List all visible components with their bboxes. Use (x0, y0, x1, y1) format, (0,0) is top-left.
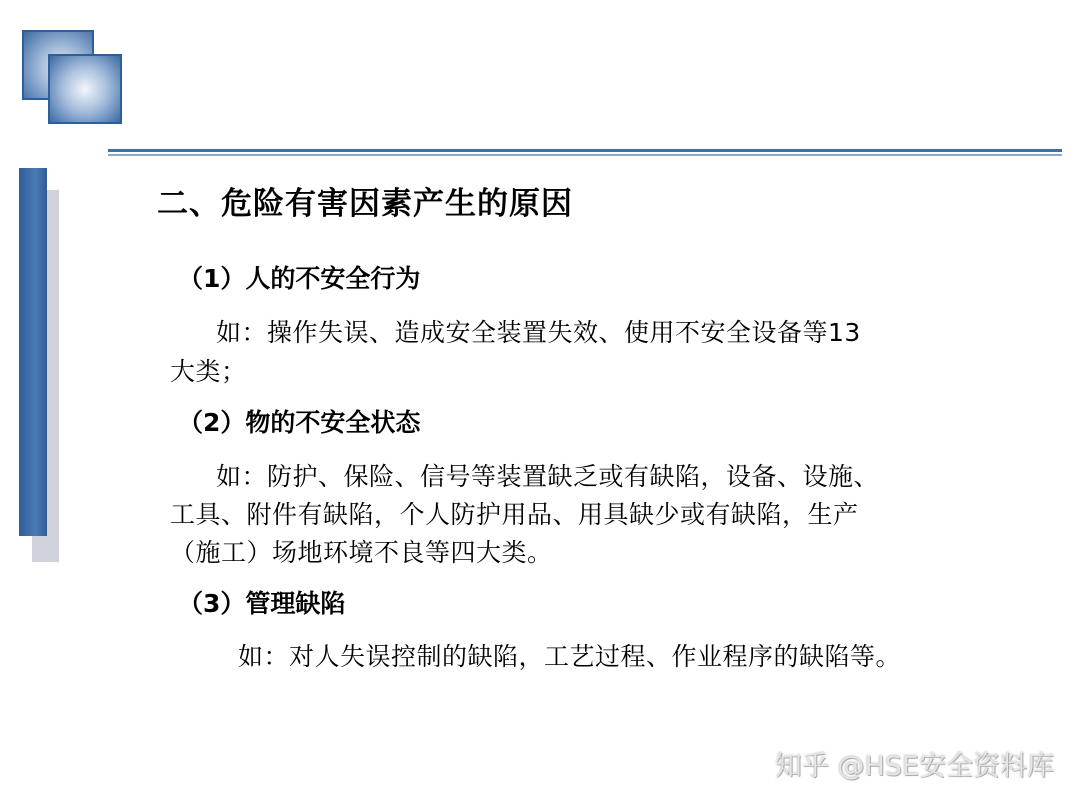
section-1-line-2: 大类； (170, 357, 247, 386)
header-rule (108, 149, 1062, 152)
slide-title: 二、危险有害因素产生的原因 (157, 186, 573, 222)
decor-square-front (48, 54, 122, 124)
section-heading-2: （2）物的不安全状态 (178, 408, 421, 437)
watermark: 知乎 @HSE安全资料库 (774, 751, 1054, 782)
section-heading-3: （3）管理缺陷 (178, 589, 346, 618)
section-2-line-1: 如：防护、保险、信号等装置缺乏或有缺陷，设备、设施、 (216, 462, 880, 491)
section-2-line-2: 工具、附件有缺陷，个人防护用品、用具缺少或有缺陷，生产 (170, 500, 859, 529)
header-rule-thin (108, 154, 1062, 156)
section-2-line-3: （施工）场地环境不良等四大类。 (170, 538, 553, 567)
section-heading-1: （1）人的不安全行为 (178, 264, 421, 293)
section-1-line-1: 如：操作失误、造成安全装置失效、使用不安全设备等13 (216, 318, 861, 347)
side-bar-blue (19, 168, 47, 536)
section-3-line-1: 如：对人失误控制的缺陷，工艺过程、作业程序的缺陷等。 (238, 642, 902, 671)
